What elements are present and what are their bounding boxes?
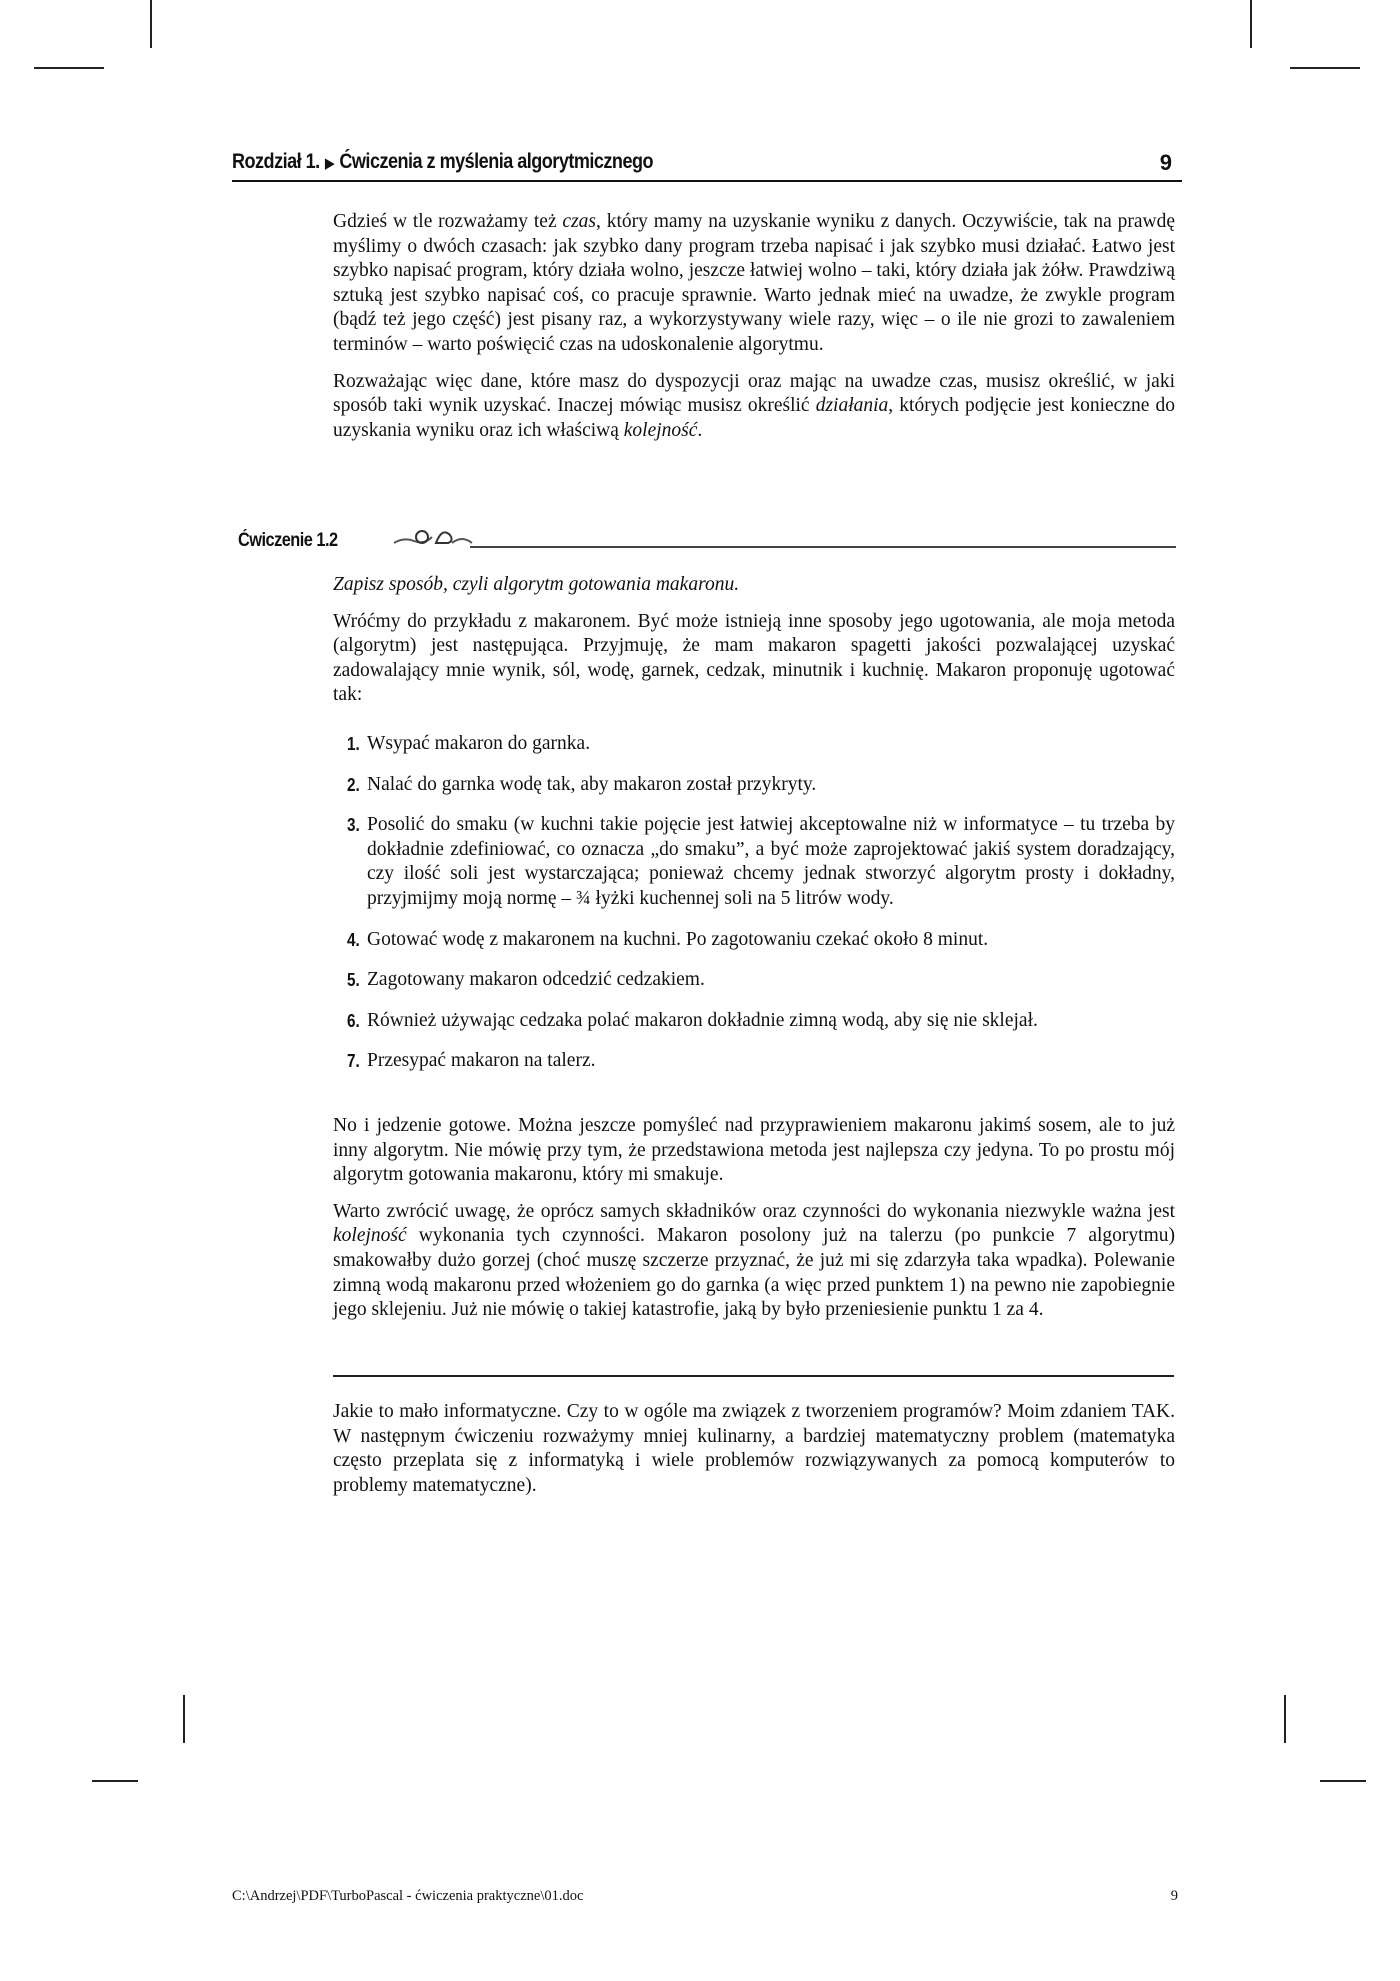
list-item bbox=[347, 773, 1175, 798]
exercise-ornament-icon bbox=[392, 523, 474, 551]
exercise-heading-rule bbox=[470, 546, 1176, 548]
chapter-number: Rozdział 1. bbox=[232, 150, 320, 173]
list-item bbox=[347, 1009, 1175, 1034]
chapter-title bbox=[232, 150, 653, 174]
conclusion-paragraph-2 bbox=[333, 1200, 1175, 1323]
intro-p2-text-b: , których podjęcie jest konieczne do uzyskania wyniku oraz ich właściwą bbox=[333, 395, 1175, 441]
conclusion-p2-emphasis: kolejność bbox=[333, 1225, 407, 1247]
intro-p2-emphasis-1: działania bbox=[815, 395, 889, 417]
step-text: Wsypać makaron do garnka. bbox=[367, 733, 591, 754]
conclusion-p2-text-a: Warto zwrócić uwagę, że oprócz samych składników oraz czynności do wykonania niezwykle ważna jest bbox=[333, 1200, 1175, 1222]
exercise-intro: Wróćmy do przykładu z makaronem. Być może istnieją inne sposoby jego ugotowania, ale moja metoda (algorytm) jest następująca. Przyjmuję, że mam makaron spagetti jakości pozwalającej uzyskać zadowalający mnie wynik, sól, wodę, garnek, cedzak, minutnik i kuchnię. Makaron proponuję ugotować tak: bbox=[333, 610, 1175, 706]
conclusion-p2-text-b: wykonania tych czynności. Makaron posolony już na talerzu (po punkcie 7 algorytmu) smakowałby dużo gorzej (choć muszę szczerze przyznać, że już mi się zdarzyła taka wpadka). Polewanie zimną wodą makaronu przed włożeniem go do garnka (a więc przed punktem 1) na pewno nie zapobiegnie jego sklejeniu. Już nie mówię o takiej katastrofie, jaką by było przeniesienie punktu 1 za 4. bbox=[333, 1225, 1175, 1321]
running-header bbox=[232, 150, 1182, 182]
list-item bbox=[347, 968, 1175, 993]
exercise-body bbox=[333, 573, 1175, 708]
step-text: Również używając cedzaka polać makaron dokładnie zimną wodą, aby się nie sklejał. bbox=[367, 1009, 1038, 1031]
algorithm-steps bbox=[347, 732, 1175, 1074]
step-number: 2. bbox=[347, 774, 360, 795]
chapter-name: Ćwiczenia z myślenia algorytmicznego bbox=[339, 150, 654, 173]
crop-mark-top-right-h bbox=[1290, 67, 1360, 69]
crop-mark-bottom-right bbox=[1284, 1695, 1286, 1743]
step-text: Gotować wodę z makaronem na kuchni. Po zagotowaniu czekać około 8 minut. bbox=[367, 928, 989, 950]
intro-p2-emphasis-2: kolejność bbox=[623, 419, 698, 441]
crop-mark-bottom-left-h bbox=[92, 1780, 138, 1782]
exercise-task-text: Zapisz sposób, czyli algorytm gotowania makaronu. bbox=[333, 574, 740, 595]
list-item bbox=[347, 928, 1175, 953]
step-number: 1. bbox=[347, 734, 360, 754]
crop-mark-bottom-left bbox=[183, 1695, 185, 1743]
footer-page-number: 9 bbox=[1170, 1888, 1178, 1904]
list-item bbox=[347, 732, 1175, 757]
step-text: Nalać do garnka wodę tak, aby makaron został przykryty. bbox=[367, 773, 817, 795]
step-number: 6. bbox=[347, 1010, 360, 1031]
closing-section bbox=[333, 1400, 1175, 1498]
list-item bbox=[347, 1049, 1175, 1074]
step-number: 7. bbox=[347, 1051, 360, 1072]
intro-paragraph-1 bbox=[333, 210, 1175, 358]
intro-p1-emphasis: czas bbox=[562, 211, 597, 232]
crop-mark-top-left bbox=[150, 0, 152, 48]
step-text: Zagotowany makaron odcedzić cedzakiem. bbox=[367, 969, 705, 991]
intro-p1-text-a: Gdzieś w tle rozważamy też bbox=[333, 211, 563, 232]
exercise-label: Ćwiczenie 1.2 bbox=[238, 530, 338, 551]
list-item bbox=[347, 813, 1175, 911]
intro-p2-text-a: Rozważając więc dane, które masz do dyspozycji oraz mając na uwadze czas, musisz określić, w jaki sposób taki wynik uzyskać. Inaczej mówiąc musisz określić bbox=[333, 370, 1175, 417]
crop-mark-bottom-right-h bbox=[1320, 1780, 1366, 1782]
closing-paragraph: Jakie to mało informatyczne. Czy to w ogóle ma związek z tworzeniem programów? Moim zdaniem TAK. W następnym ćwiczeniu rozważymy mniej kulinarny, a bardziej matematyczny problem (matematyka często przeplata się z informatyką i wiele problemów rozwiązywanych za pomocą komputerów to problemy matematyczne). bbox=[333, 1401, 1175, 1496]
intro-p2-text-c: . bbox=[697, 419, 703, 441]
exercise-end-rule bbox=[333, 1375, 1174, 1377]
crop-mark-top-left-h bbox=[34, 67, 104, 69]
step-text: Przesypać makaron na talerz. bbox=[367, 1050, 596, 1072]
header-page-number: 9 bbox=[1159, 150, 1172, 175]
crop-mark-top-right bbox=[1250, 0, 1252, 48]
step-number: 3. bbox=[347, 815, 360, 836]
step-text: Posolić do smaku (w kuchni takie pojęcie jest łatwiej akceptowalne niż w informatyce – tu trzeba by dokładnie zdefiniować, co oznacza „do smaku”, a być może zaprojektować jakiś system doradzający, czy ilość soli jest wystarczająca; ponieważ chcemy jednak stworzyć algorytm prosty i dokładny, przyjmijmy moją normę – ¾ łyżki kuchennej soli na 5 litrów wody. bbox=[367, 814, 1175, 909]
exercise-task bbox=[333, 573, 1175, 598]
intro-section bbox=[333, 210, 1175, 443]
intro-paragraph-2 bbox=[333, 370, 1175, 444]
step-number: 5. bbox=[347, 970, 360, 991]
intro-p1-text-b: , który mamy na uzyskanie wyniku z danych. Oczywiście, tak na prawdę myślimy o dwóch czasach: jak szybko dany program trzeba napisać i jak szybko musi działać. Łatwo jest szybko napisać program, który działa wolno, jeszcze łatwiej wolno – taki, który działa jak żółw. Prawdziwą sztuką jest szybko napisać coś, co pracuje sprawnie. Warto jednak mieć na uwadze, że zwykle program (bądź też jego część) jest pisany raz, a wykorzystywany wiele razy, więc – o ile nie grozi to zawaleniem terminów – warto poświęcić czas na udoskonalenie algorytmu. bbox=[333, 211, 1175, 355]
step-number: 4. bbox=[347, 929, 360, 950]
footer-file-path: C:\Andrzej\PDF\TurboPascal - ćwiczenia praktyczne\01.doc bbox=[232, 1888, 584, 1904]
conclusion-paragraph-1: No i jedzenie gotowe. Można jeszcze pomyśleć nad przyprawieniem makaronu jakimś sosem, ale to już inny algorytm. Nie mówię przy tym, że przedstawiona metoda jest najlepsza czy jedyna. To po prostu mój algorytm gotowania makaronu, który mi smakuje. bbox=[333, 1115, 1175, 1186]
exercise-conclusion bbox=[333, 1114, 1175, 1323]
chapter-marker-icon: ▶ bbox=[324, 155, 335, 172]
